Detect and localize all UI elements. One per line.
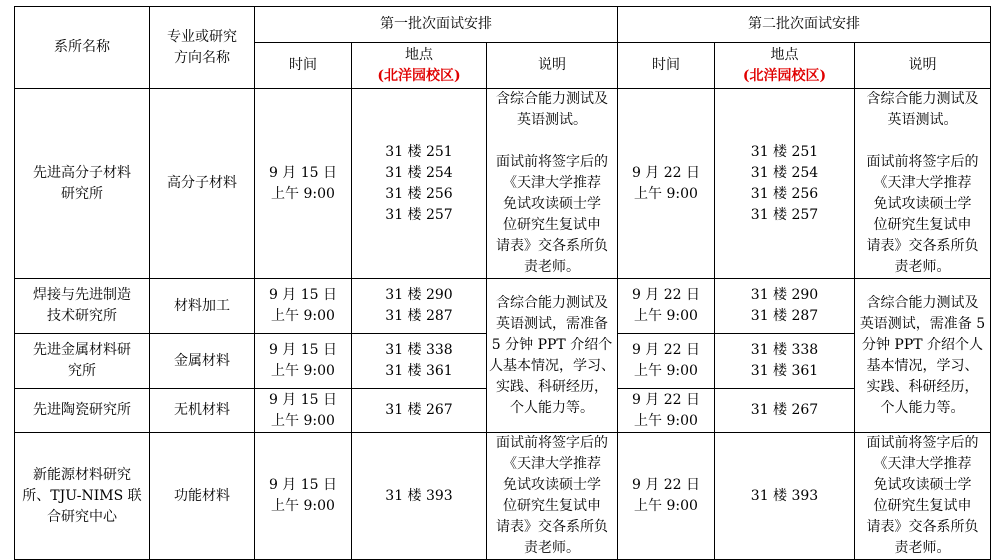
header-b2-time: 时间 xyxy=(618,43,715,89)
b2-time-cell: 9 月 22 日 上午 9:00 xyxy=(618,433,715,560)
b2-note-cell: 面试前将签字后的 《天津大学推荐 免试攻读硕士学 位研究生复试申 请表》交各系所负 责老师。 xyxy=(855,433,991,560)
b1-note-cell: 面试前将签字后的 《天津大学推荐 免试攻读硕士学 位研究生复试申 请表》交各系所负 责老师。 xyxy=(487,433,618,560)
b1-place-cell: 31 楼 251 31 楼 254 31 楼 256 31 楼 257 xyxy=(352,89,487,279)
b1-time-cell: 9 月 15 日 上午 9:00 xyxy=(255,279,352,334)
table-row xyxy=(15,433,991,560)
b1-time-cell: 9 月 15 日 上午 9:00 xyxy=(255,433,352,560)
b2-note-cell: 含综合能力测试及 英语测试。 面试前将签字后的 《天津大学推荐 免试攻读硕士学 位研究生复试申 请表》交各系所负 责老师。 xyxy=(855,89,991,279)
dept-cell: 新能源材料研究 所、TJU-NIMS 联 合研究中心 xyxy=(15,433,150,560)
dept-cell: 焊接与先进制造 技术研究所 xyxy=(15,279,150,334)
b2-time-cell: 9 月 22 日 上午 9:00 xyxy=(618,389,715,433)
b1-note-cell: 含综合能力测试及 英语测试，需准备 5 分钟 PPT 介绍个 人基本情况，学习、 实践、科研经历， 个人能力等。 xyxy=(487,279,618,433)
b2-time-cell: 9 月 22 日 上午 9:00 xyxy=(618,334,715,389)
b2-note-cell: 含综合能力测试及 英语测试，需准备 5 分钟 PPT 介绍个人 基本情况，学习、 实践、科研经历， 个人能力等。 xyxy=(855,279,991,433)
major-cell: 无机材料 xyxy=(150,389,255,433)
b2-place-cell: 31 楼 290 31 楼 287 xyxy=(715,279,855,334)
b2-time-cell: 9 月 22 日 上午 9:00 xyxy=(618,279,715,334)
major-cell: 功能材料 xyxy=(150,433,255,560)
major-cell: 材料加工 xyxy=(150,279,255,334)
b1-time-cell: 9 月 15 日 上午 9:00 xyxy=(255,389,352,433)
b1-place-cell: 31 楼 267 xyxy=(352,389,487,433)
b2-time-cell: 9 月 22 日 上午 9:00 xyxy=(618,89,715,279)
b2-place-cell: 31 楼 251 31 楼 254 31 楼 256 31 楼 257 xyxy=(715,89,855,279)
header-major: 专业或研究 方向名称 xyxy=(150,7,255,89)
header-b2-place: 地点 (北洋园校区) xyxy=(715,43,855,89)
b1-place-cell: 31 楼 290 31 楼 287 xyxy=(352,279,487,334)
dept-cell: 先进陶瓷研究所 xyxy=(15,389,150,433)
major-cell: 金属材料 xyxy=(150,334,255,389)
b1-time-cell: 9 月 15 日 上午 9:00 xyxy=(255,334,352,389)
b1-note-cell: 含综合能力测试及 英语测试。 面试前将签字后的 《天津大学推荐 免试攻读硕士学 位研究生复试申 请表》交各系所负 责老师。 xyxy=(487,89,618,279)
header-batch1: 第一批次面试安排 xyxy=(255,7,618,43)
table-row xyxy=(15,89,991,279)
table-row xyxy=(15,279,991,334)
b1-time-cell: 9 月 15 日 上午 9:00 xyxy=(255,89,352,279)
b2-place-cell: 31 楼 393 xyxy=(715,433,855,560)
b2-place-cell: 31 楼 267 xyxy=(715,389,855,433)
dept-cell: 先进金属材料研 究所 xyxy=(15,334,150,389)
b2-place-cell: 31 楼 338 31 楼 361 xyxy=(715,334,855,389)
major-cell: 高分子材料 xyxy=(150,89,255,279)
header-b1-time: 时间 xyxy=(255,43,352,89)
header-batch2: 第二批次面试安排 xyxy=(618,7,991,43)
dept-cell: 先进高分子材料 研究所 xyxy=(15,89,150,279)
b1-place-cell: 31 楼 338 31 楼 361 xyxy=(352,334,487,389)
header-b1-note: 说明 xyxy=(487,43,618,89)
header-dept: 系所名称 xyxy=(15,7,150,89)
header-b2-note: 说明 xyxy=(855,43,991,89)
interview-schedule-table xyxy=(14,6,991,560)
header-b1-place: 地点 (北洋园校区) xyxy=(352,43,487,89)
b1-place-cell: 31 楼 393 xyxy=(352,433,487,560)
